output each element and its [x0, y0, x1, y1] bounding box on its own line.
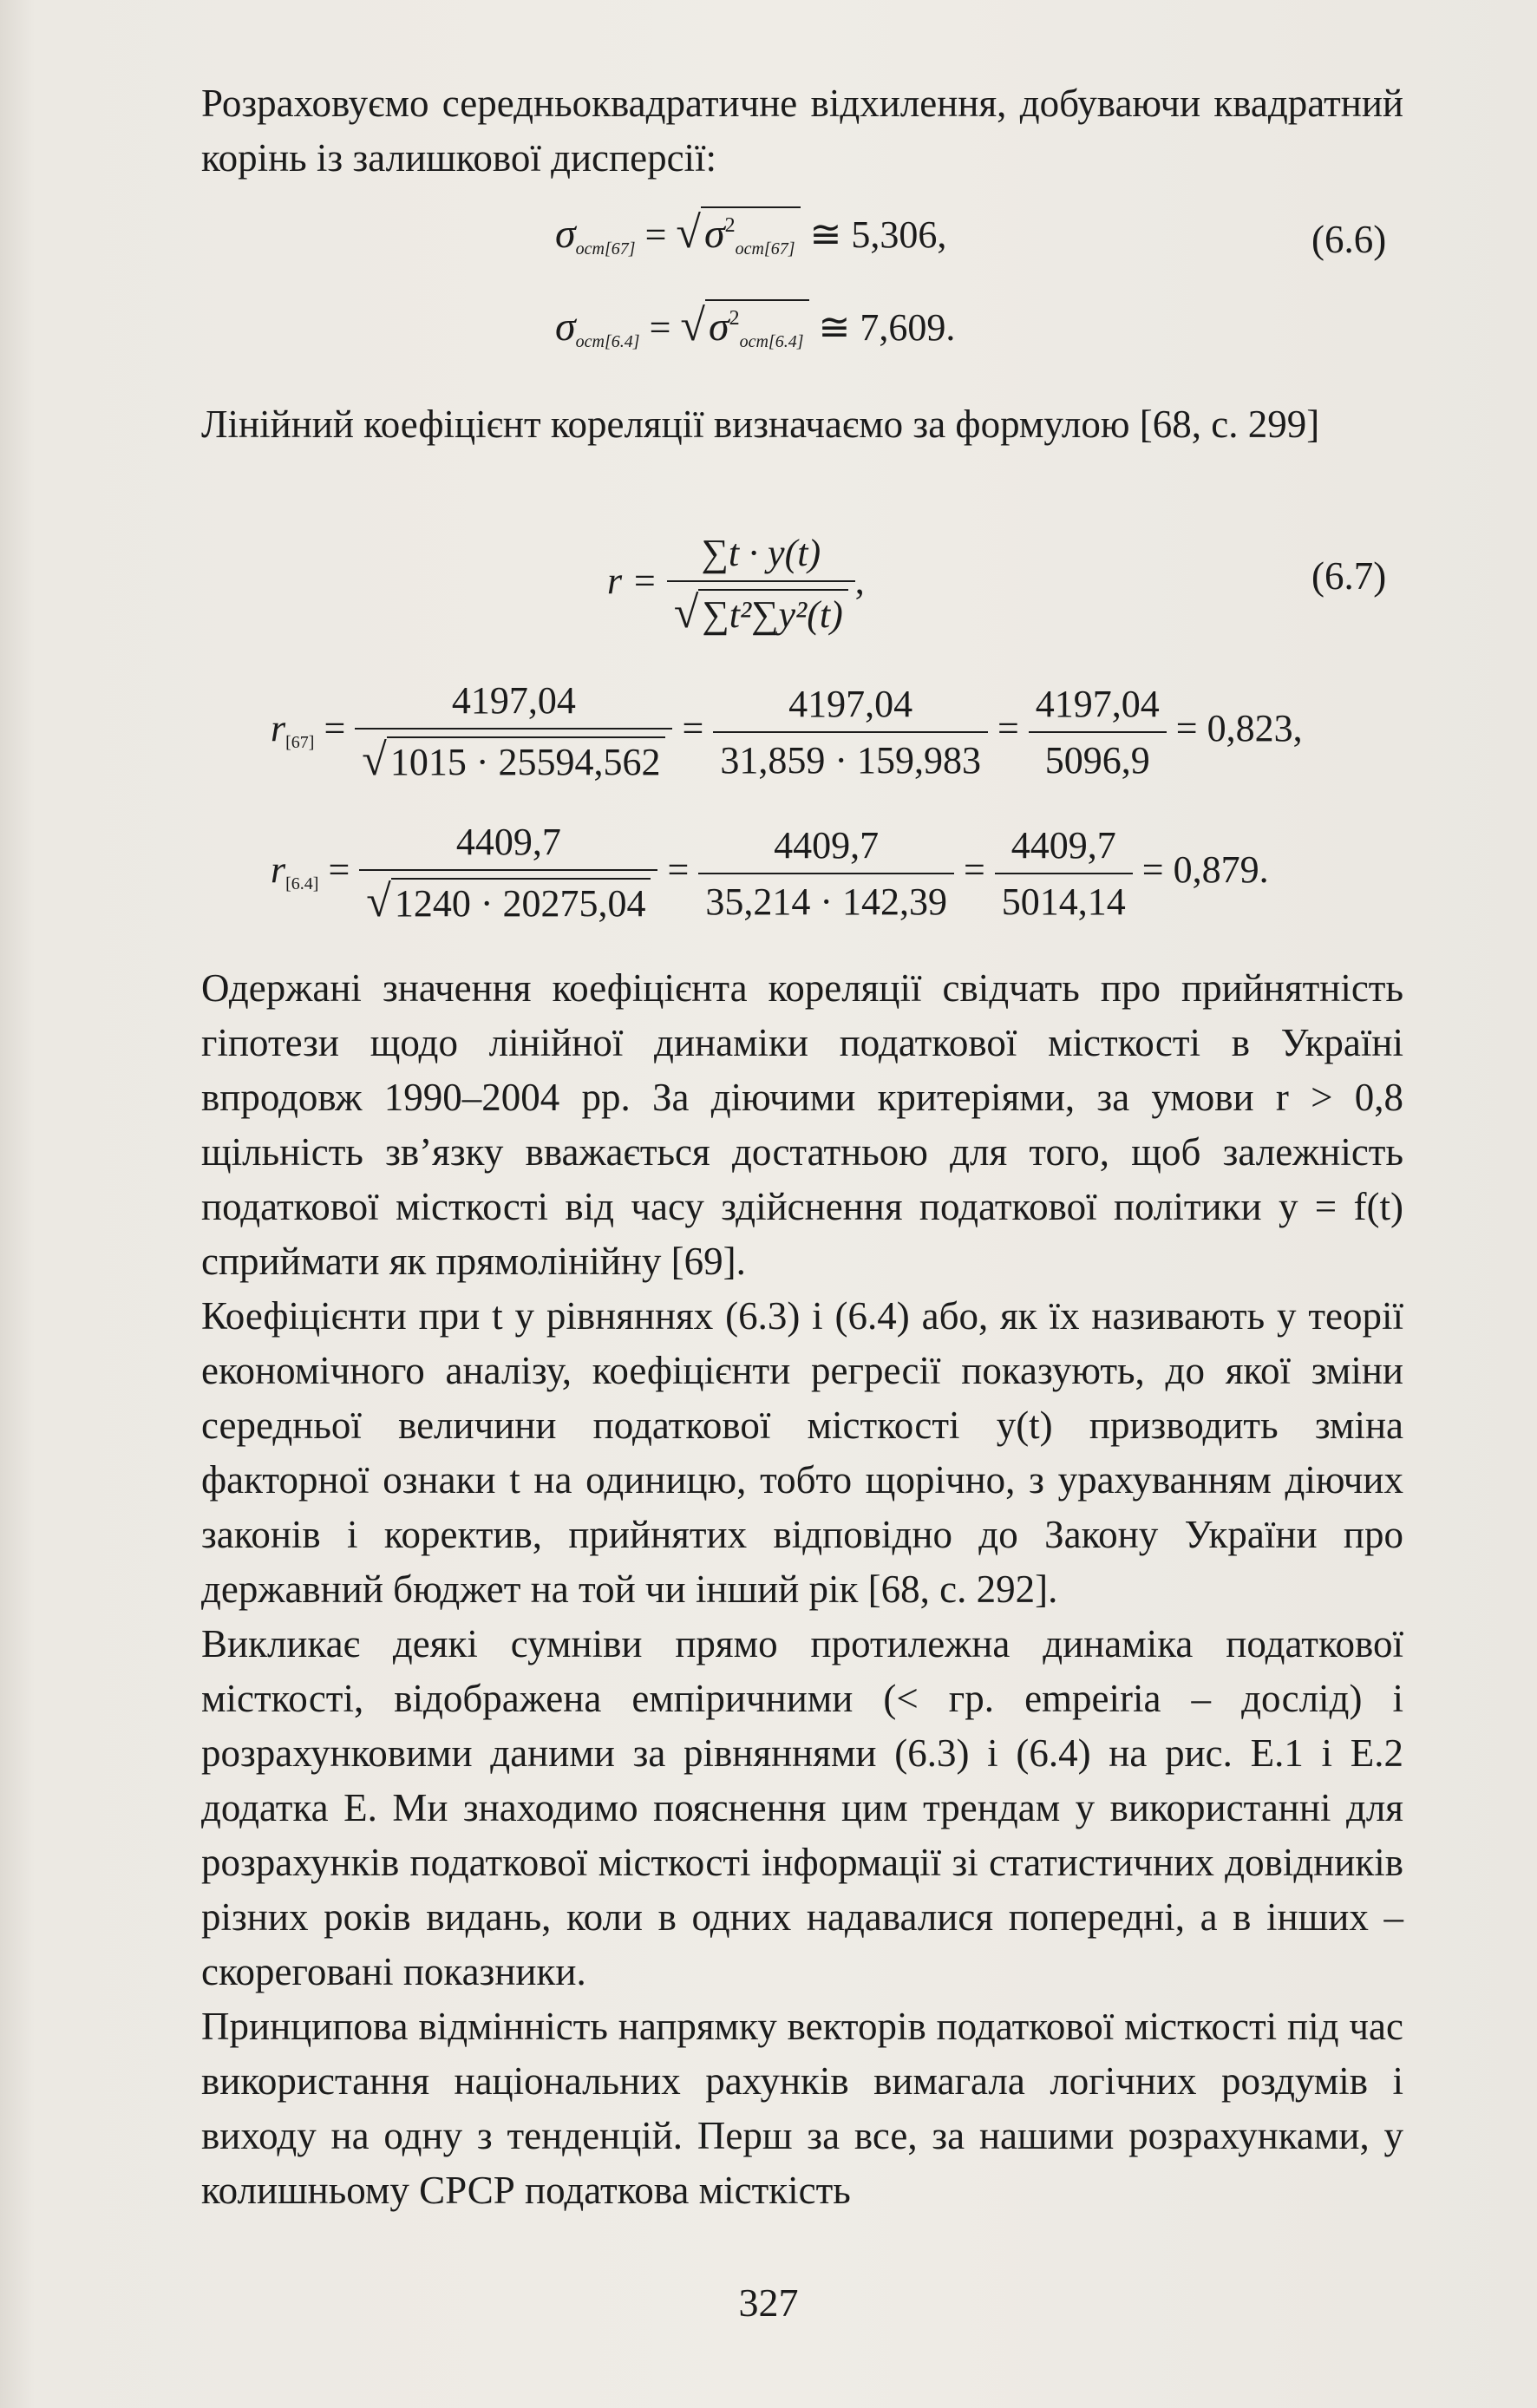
corr-paragraph: Лінійний коефіцієнт кореляції визначаємо за формулою [68, с. 299]	[201, 402, 1320, 446]
subscript: ост[67]	[575, 239, 636, 258]
corr-block	[201, 397, 1403, 452]
r64-result: = 0,879.	[1141, 848, 1269, 892]
equation-label-6-6: (6.6)	[1311, 218, 1387, 261]
calculation-r67: $r_{[67]}$ = $\frac{4197,04}{√1015 \cdot 25594,562}$ = $\frac{4197,04}{31,859 \cdot 159,983}$ = $\frac{4197,04}{5096,9}$ = 0,823,	[271, 679, 1303, 785]
fraction-3: $\frac{4197,04}{5096,9}$	[1029, 682, 1167, 782]
sqrt-sign: √	[676, 208, 701, 258]
r-symbol: r	[271, 848, 286, 892]
intro-paragraph: Розраховуємо середньоквадратичне відхилення, добуваючи квадратний корінь із залишкової дисперсії:	[201, 82, 1403, 180]
equation-6-6-value-1: ≅ 5,306,	[809, 213, 947, 256]
paragraph-2: Коефіцієнти при t у рівняннях (6.3) і (6.4) або, як їх називають у теорії економічного аналізу, коефіцієнти регресії показують, до якої зміни середньої величини податкової місткості y(t) призводить зміна факторної ознаки t на одиницю, тобто щорічно, з урахуванням діючих законів і коректив, прийнятих відповідно до Закону України про державний бюджет на той чи інший рік [68, с. 292].	[201, 1294, 1403, 1611]
r67-result: = 0,823,	[1175, 707, 1303, 750]
equation-6-6-line-1: $\sigma_{ост[67]} = √\sigma^2_{ост[67]}$ ≅ 5,306,	[555, 208, 947, 258]
radicand: $\sigma^2_{ост[6.4]}$	[705, 299, 809, 352]
formula-fraction	[667, 531, 855, 638]
paragraph-4: Принципова відмінність напрямку векторів податкової місткості під час використання національних рахунків вимагала логічних роздумів і виходу на одну з тенденцій. Перш за все, за нашими розрахунками, у колишньому СРСР податкова місткість	[201, 2005, 1403, 2212]
r-symbol: r =	[607, 559, 657, 603]
paragraph-1: Одержані значення коефіцієнта кореляції свідчать про прийнятність гіпотези щодо лінійної динаміки податкової місткості в Україні впродовж 1990–2004 рр. За діючими критеріями, за умови r > 0,8 щільність зв’язку вважається достатньою для того, щоб залежність податкової місткості від часу здійснення податкової політики y = f(t) сприймати як прямолінійну [69].	[201, 966, 1403, 1283]
fraction-2: $\frac{4197,04}{31,859 \cdot 159,983}$	[713, 682, 988, 782]
equation-6-6-value-2: ≅ 7,609.	[818, 306, 956, 349]
calculation-r64: $r_{[6.4]}$ = $\frac{4409,7}{√1240 \cdot 20275,04}$ = $\frac{4409,7}{35,214 \cdot 142,39}$ = $\frac{4409,7}{5014,14}$ = 0,879.	[271, 821, 1269, 926]
subscript: ост[6.4]	[575, 332, 640, 351]
equation-6-6-line-2: $\sigma_{ост[6.4]} = √\sigma^2_{ост[6.4]}$ ≅ 7,609.	[555, 301, 956, 351]
radicand: $\sigma^2_{ост[67]}$	[701, 206, 801, 259]
sigma-symbol: σ	[555, 304, 576, 350]
page-number: 327	[738, 2280, 799, 2325]
sigma-symbol: σ	[555, 211, 576, 257]
formula-numerator: ∑t · y(t)	[667, 531, 855, 582]
body-text	[201, 961, 1403, 2218]
paragraph-3: Викликає деякі сумніви прямо протилежна динаміка податкової місткості, відображена емпіричними (< гр. empeiria – дослід) і розрахунковими даними за рівняннями (6.3) і (6.4) на рис. Е.1 і Е.2 додатка Е. Ми знаходимо пояснення цим трендам у використанні для розрахунків податкової місткості інформації зі статистичних довідників різних років видань, коли в одних надавалися попередні, а в інших – скореговані показники.	[201, 1622, 1403, 1993]
sqrt-sign: √	[680, 301, 705, 350]
fraction-2: $\frac{4409,7}{35,214 \cdot 142,39}$	[698, 823, 954, 924]
intro-block	[201, 76, 1403, 186]
equation-label-6-7: (6.7)	[1311, 554, 1387, 598]
fraction-3: $\frac{4409,7}{5014,14}$	[995, 823, 1133, 924]
equation-6-7: r = $\frac{\sum t \cdot y(t)}{\text{√∑t²∑y²(t)}}$ ,	[607, 532, 865, 638]
formula-denominator: √∑t²∑y²(t)	[667, 582, 855, 638]
fraction-1: $\frac{4197,04}{√1015 \cdot 25594,562}$	[355, 678, 672, 786]
r-symbol: r	[271, 707, 286, 750]
fraction-1: $\frac{4409,7}{√1240 \cdot 20275,04}$	[359, 820, 657, 927]
